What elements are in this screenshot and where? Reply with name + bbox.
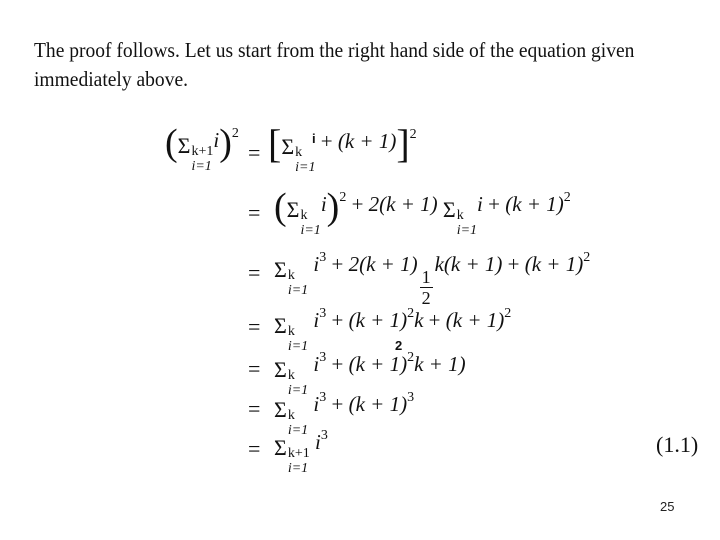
rhs-expression: Σ k i=1 $i^3 + (k + 1)^2k + 1$) — [274, 350, 466, 398]
equals-sign: = — [248, 140, 261, 165]
intro-paragraph: The proof follows. Let us start from the right hand side of the equation given immediately above. — [34, 38, 635, 91]
equation-line-3 — [0, 250, 720, 308]
stray-mark-2: 2 — [395, 338, 403, 353]
equation-line-2 — [0, 186, 720, 238]
equals-sign: = — [248, 200, 261, 225]
equation-line-1 — [0, 121, 720, 175]
equals-sign: = — [248, 356, 261, 381]
rhs-expression: Σ k i=1 $i^3 + 2(k + 1)$ $\frac{1}{2}$ $k(k + 1) + (k + 1)^2$ — [274, 250, 591, 308]
equals-sign: = — [248, 436, 261, 461]
page-number: 25 — [660, 499, 675, 514]
equation-line-7 — [0, 428, 720, 476]
rhs-expression: Σ k+1 i=1 $i^3$ — [274, 428, 328, 476]
rhs-expression: [Σ k i=1 + (k + 1)]$^2$ — [268, 121, 417, 175]
equals-sign: = — [248, 396, 261, 421]
equals-sign: = — [248, 314, 261, 339]
rhs-expression: (Σ k i=1 i)$^2$ + 2(k + 1) Σ k i=1 $i + (k + 1)^2$ — [274, 186, 571, 238]
equation-line-5 — [0, 350, 720, 398]
equation-line-4 — [0, 306, 720, 354]
lhs-sum-squared: (Σ k+1 i=1 i)$^2$ — [165, 122, 239, 174]
equation-number: (1.1) — [656, 432, 699, 457]
equals-sign: = — [248, 260, 261, 285]
equation-line-6 — [0, 390, 720, 438]
rhs-expression: Σ k i=1 $i^3 + (k + 1)^3$ — [274, 390, 415, 438]
rhs-expression: Σ k i=1 $i^3 + (k + 1)^2k + (k + 1)^2$ — [274, 306, 512, 354]
stray-mark-i: i — [312, 131, 316, 146]
